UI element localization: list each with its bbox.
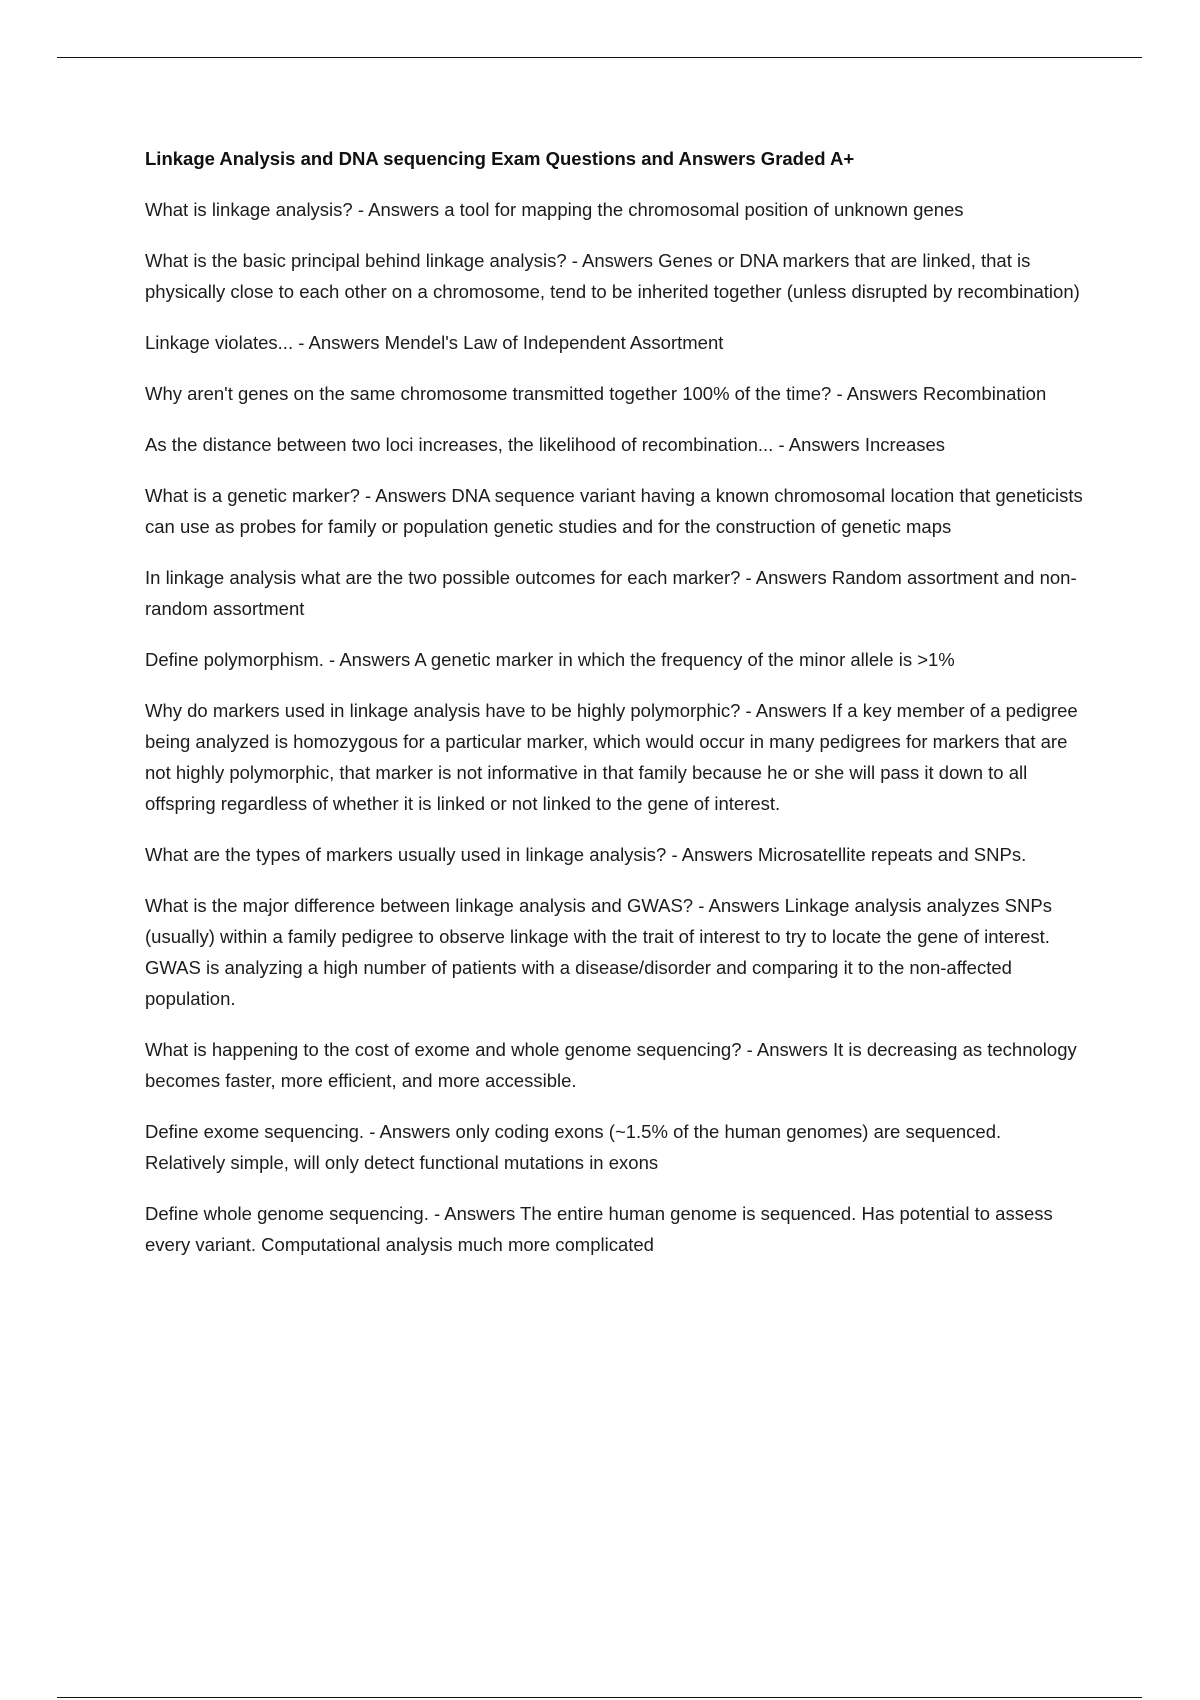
qa-item-recombination: Why aren't genes on the same chromosome transmitted together 100% of the time? - Answers Recombination [145, 383, 1047, 404]
document-body [145, 144, 1085, 1280]
qa-item-highly-polymorphic: Why do markers used in linkage analysis have to be highly polymorphic? - Answers If a key member of a pedigree being analyzed is homozygous for a particular marker, which would occur in many pedigrees for markers that are not highly polymorphic, that marker is not informative in that family because he or she will pass it down to all offspring regardless of whether it is linked or not linked to the gene of interest. [145, 700, 1078, 814]
qa-item-linkage-analysis: What is linkage analysis? - Answers a tool for mapping the chromosomal position of unknown genes [145, 199, 964, 220]
qa-item-polymorphism: Define polymorphism. - Answers A genetic marker in which the frequency of the minor allele is >1% [145, 649, 955, 670]
qa-item-genetic-marker: What is a genetic marker? - Answers DNA sequence variant having a known chromosomal location that geneticists can use as probes for family or population genetic studies and for the construction of genetic maps [145, 485, 1083, 537]
qa-item-marker-outcomes: In linkage analysis what are the two possible outcomes for each marker? - Answers Random assortment and non-random assortment [145, 567, 1077, 619]
qa-item-exome-sequencing: Define exome sequencing. - Answers only coding exons (~1.5% of the human genomes) are sequenced. Relatively simple, will only detect functional mutations in exons [145, 1121, 1002, 1173]
qa-item-linkage-vs-gwas: What is the major difference between linkage analysis and GWAS? - Answers Linkage analysis analyzes SNPs (usually) within a family pedigree to observe linkage with the trait of interest to try to locate the gene of interest. GWAS is analyzing a high number of patients with a disease/disorder and comparing it to the non-affected population. [145, 895, 1052, 1009]
qa-item-marker-types: What are the types of markers usually used in linkage analysis? - Answers Microsatellite repeats and SNPs. [145, 844, 1027, 865]
header-rule [57, 57, 1142, 58]
qa-item-sequencing-cost: What is happening to the cost of exome and whole genome sequencing? - Answers It is decreasing as technology becomes faster, more efficient, and more accessible. [145, 1039, 1077, 1091]
footer-rule [57, 1697, 1142, 1698]
qa-item-linkage-violates: Linkage violates... - Answers Mendel's Law of Independent Assortment [145, 332, 724, 353]
qa-item-basic-principal: What is the basic principal behind linkage analysis? - Answers Genes or DNA markers that are linked, that is physically close to each other on a chromosome, tend to be inherited together (unless disrupted by recombination) [145, 250, 1080, 302]
document-title: Linkage Analysis and DNA sequencing Exam Questions and Answers Graded A+ [145, 148, 855, 169]
qa-item-distance-loci: As the distance between two loci increases, the likelihood of recombination... - Answers Increases [145, 434, 946, 455]
qa-item-whole-genome-sequencing: Define whole genome sequencing. - Answers The entire human genome is sequenced. Has potential to assess every variant. Computational analysis much more complicated [145, 1203, 1053, 1255]
